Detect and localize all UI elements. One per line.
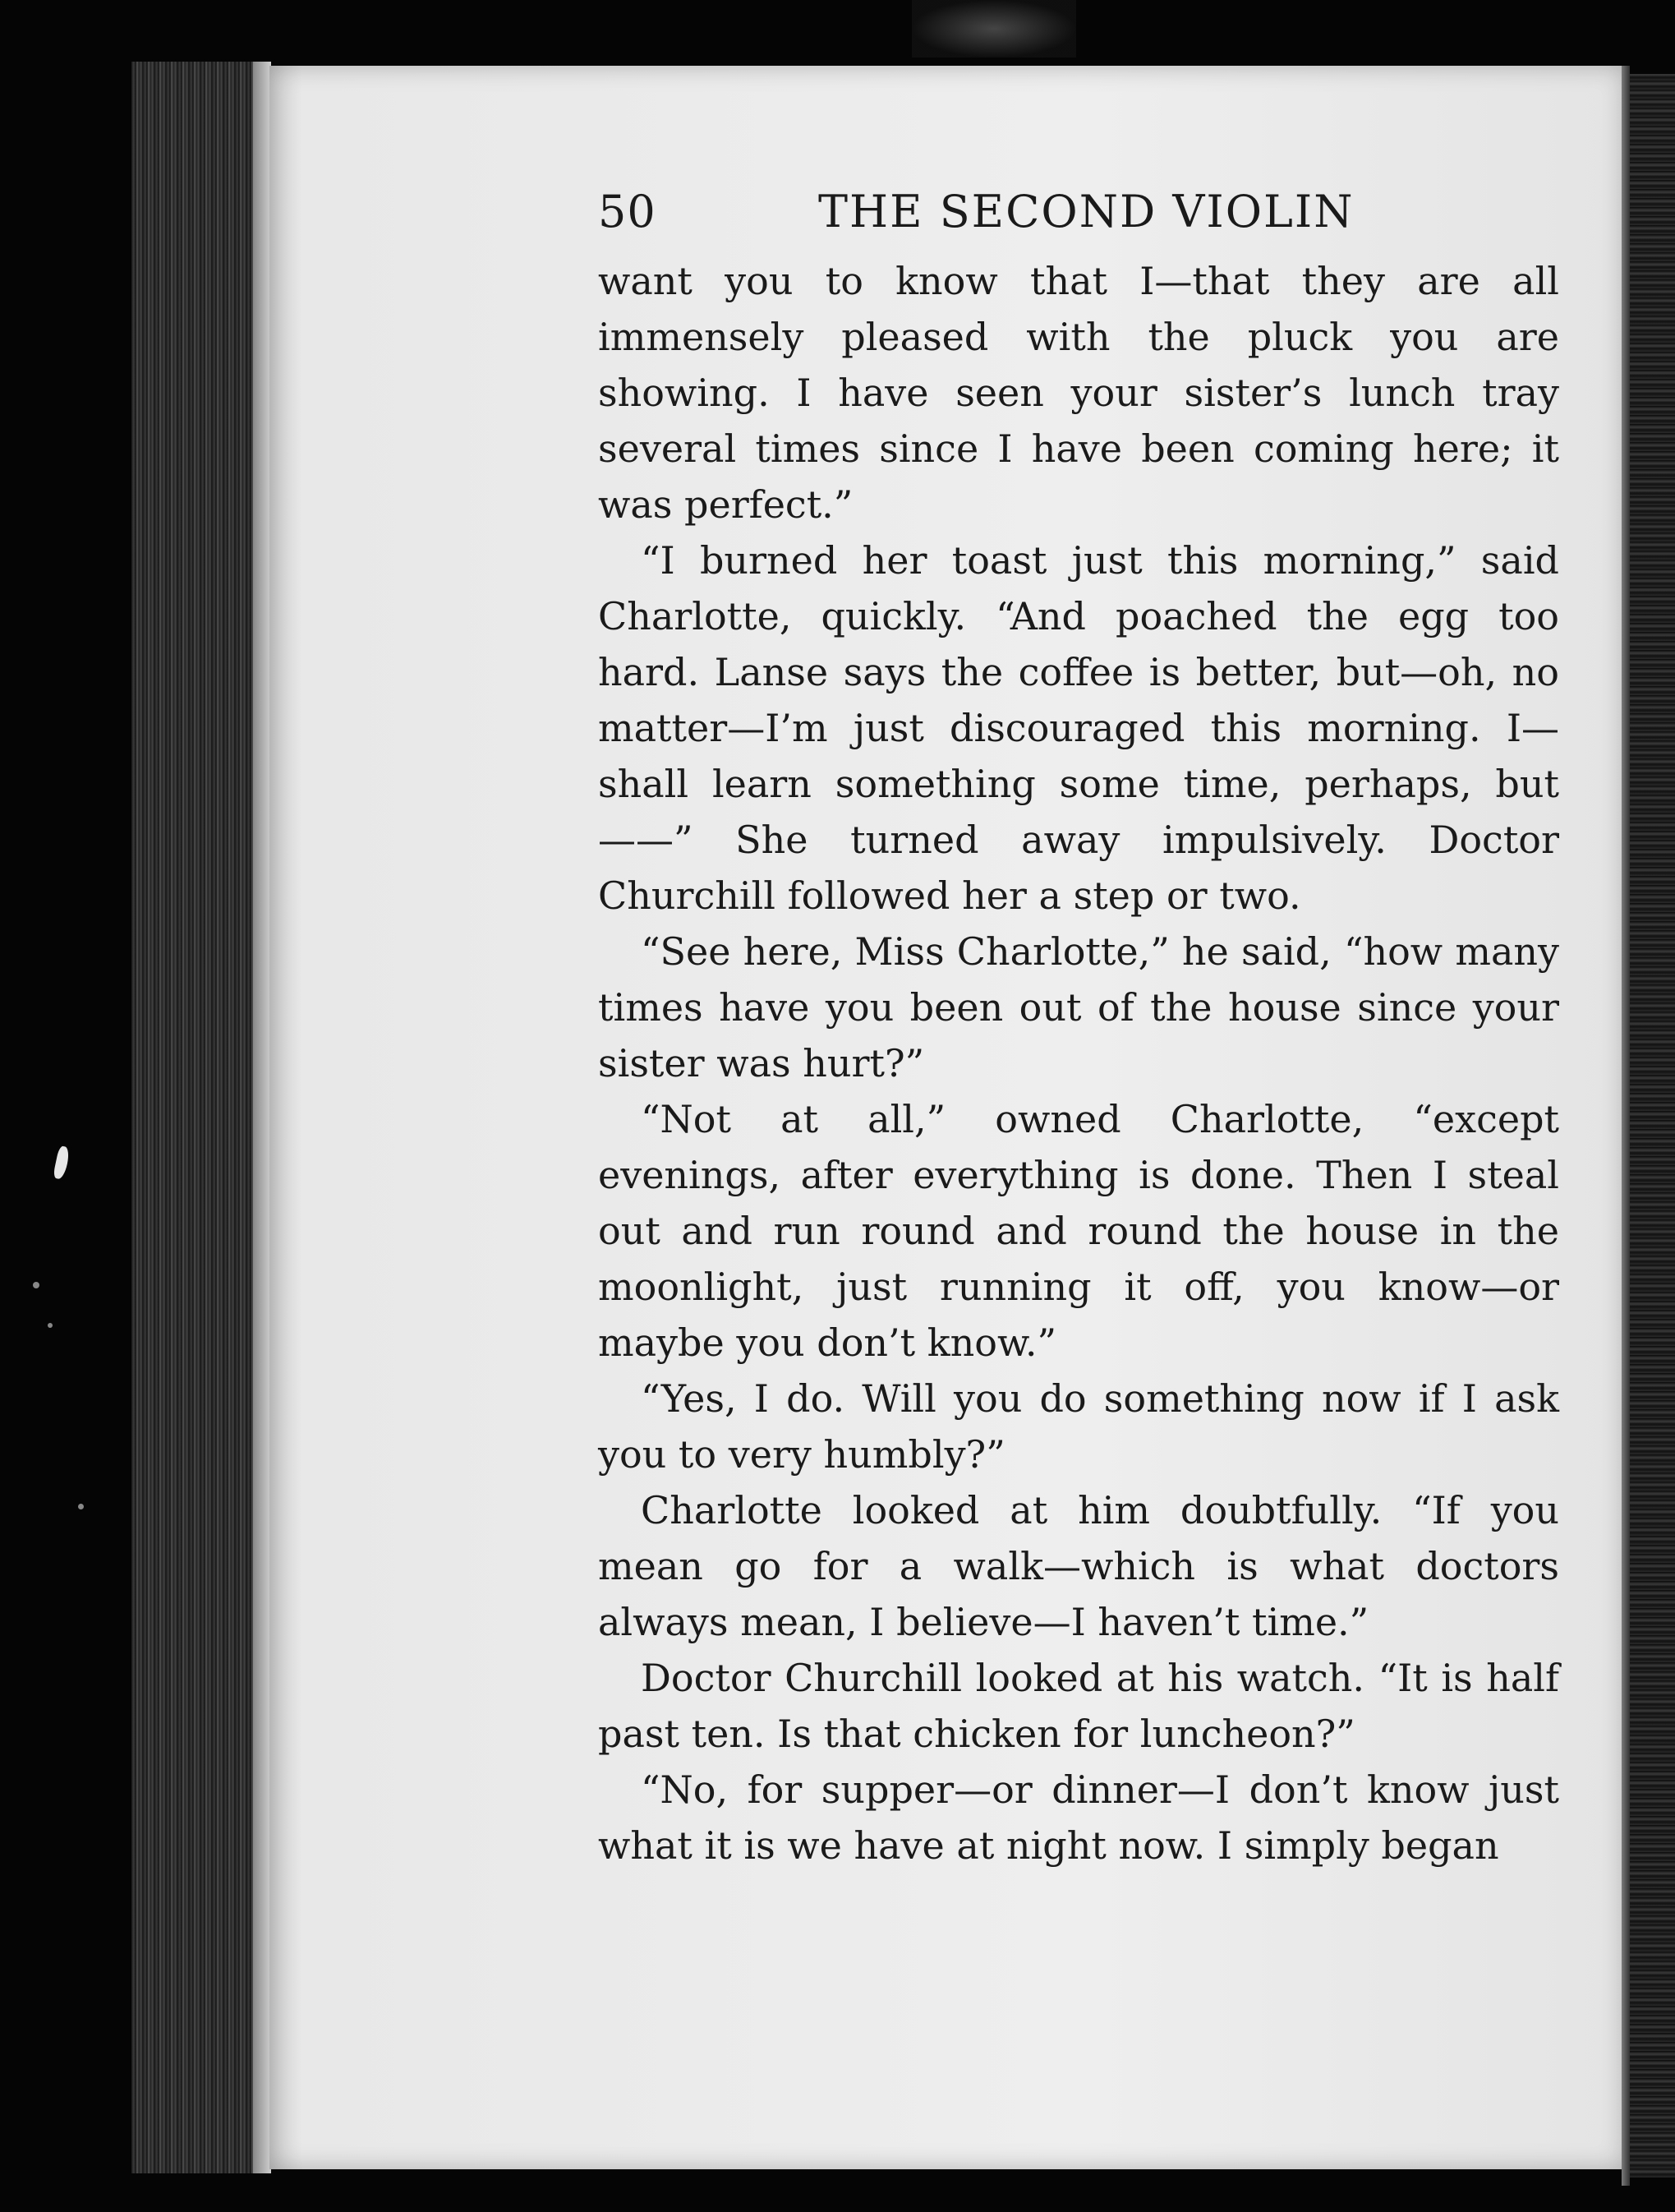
running-head [598,179,1559,253]
margin-mark [53,1145,71,1180]
binding-edge [1630,74,1675,2177]
text-block [598,179,1559,1873]
paragraph: “Yes, I do. Will you do something now if I ask you to very humbly?” [598,1376,1559,1477]
dust-speck [33,1282,39,1288]
paragraph: want you to know that I—that they are all immensely pleased with the pluck you are showing. I have seen your sister’s lunch tray several times since I have been coming here; it was perfect.” [598,259,1559,527]
paragraph: “I burned her toast just this morning,” said Charlotte, quickly. “And poached the egg too hard. Lanse says the coffee is better, but—oh, no matter—I’m just discouraged this morning. I—shall learn something some time, perhaps, but——” She turned away impulsively. Doctor Churchill followed her a step or two. [598,538,1559,918]
binding-edge-inner [1622,66,1630,2186]
dust-speck [48,1323,53,1328]
dust-speck [78,1504,84,1509]
paragraph: Charlotte looked at him doubtfully. “If you mean go for a walk—which is what doctors always mean, I believe—I haven’t time.” [598,1488,1559,1644]
body-text [598,253,1559,1873]
running-title: THE SECOND VIOLIN [818,186,1355,237]
page-number: 50 [598,186,656,237]
top-edge-smudge [912,0,1076,58]
paragraph: “Not at all,” owned Charlotte, “except evenings, after everything is done. Then I steal out and run round and round the house in the moonlight, just running it off, you know—or maybe you don’t know.” [598,1097,1559,1365]
paragraph: “No, for supper—or dinner—I don’t know just what it is we have at night now. I simply began [598,1767,1559,1868]
paragraph: Doctor Churchill looked at his watch. “It is half past ten. Is that chicken for luncheon?” [598,1656,1559,1756]
paragraph: “See here, Miss Charlotte,” he said, “how many times have you been out of the house since your sister was hurt?” [598,929,1559,1085]
book-fore-edge [131,62,271,2173]
